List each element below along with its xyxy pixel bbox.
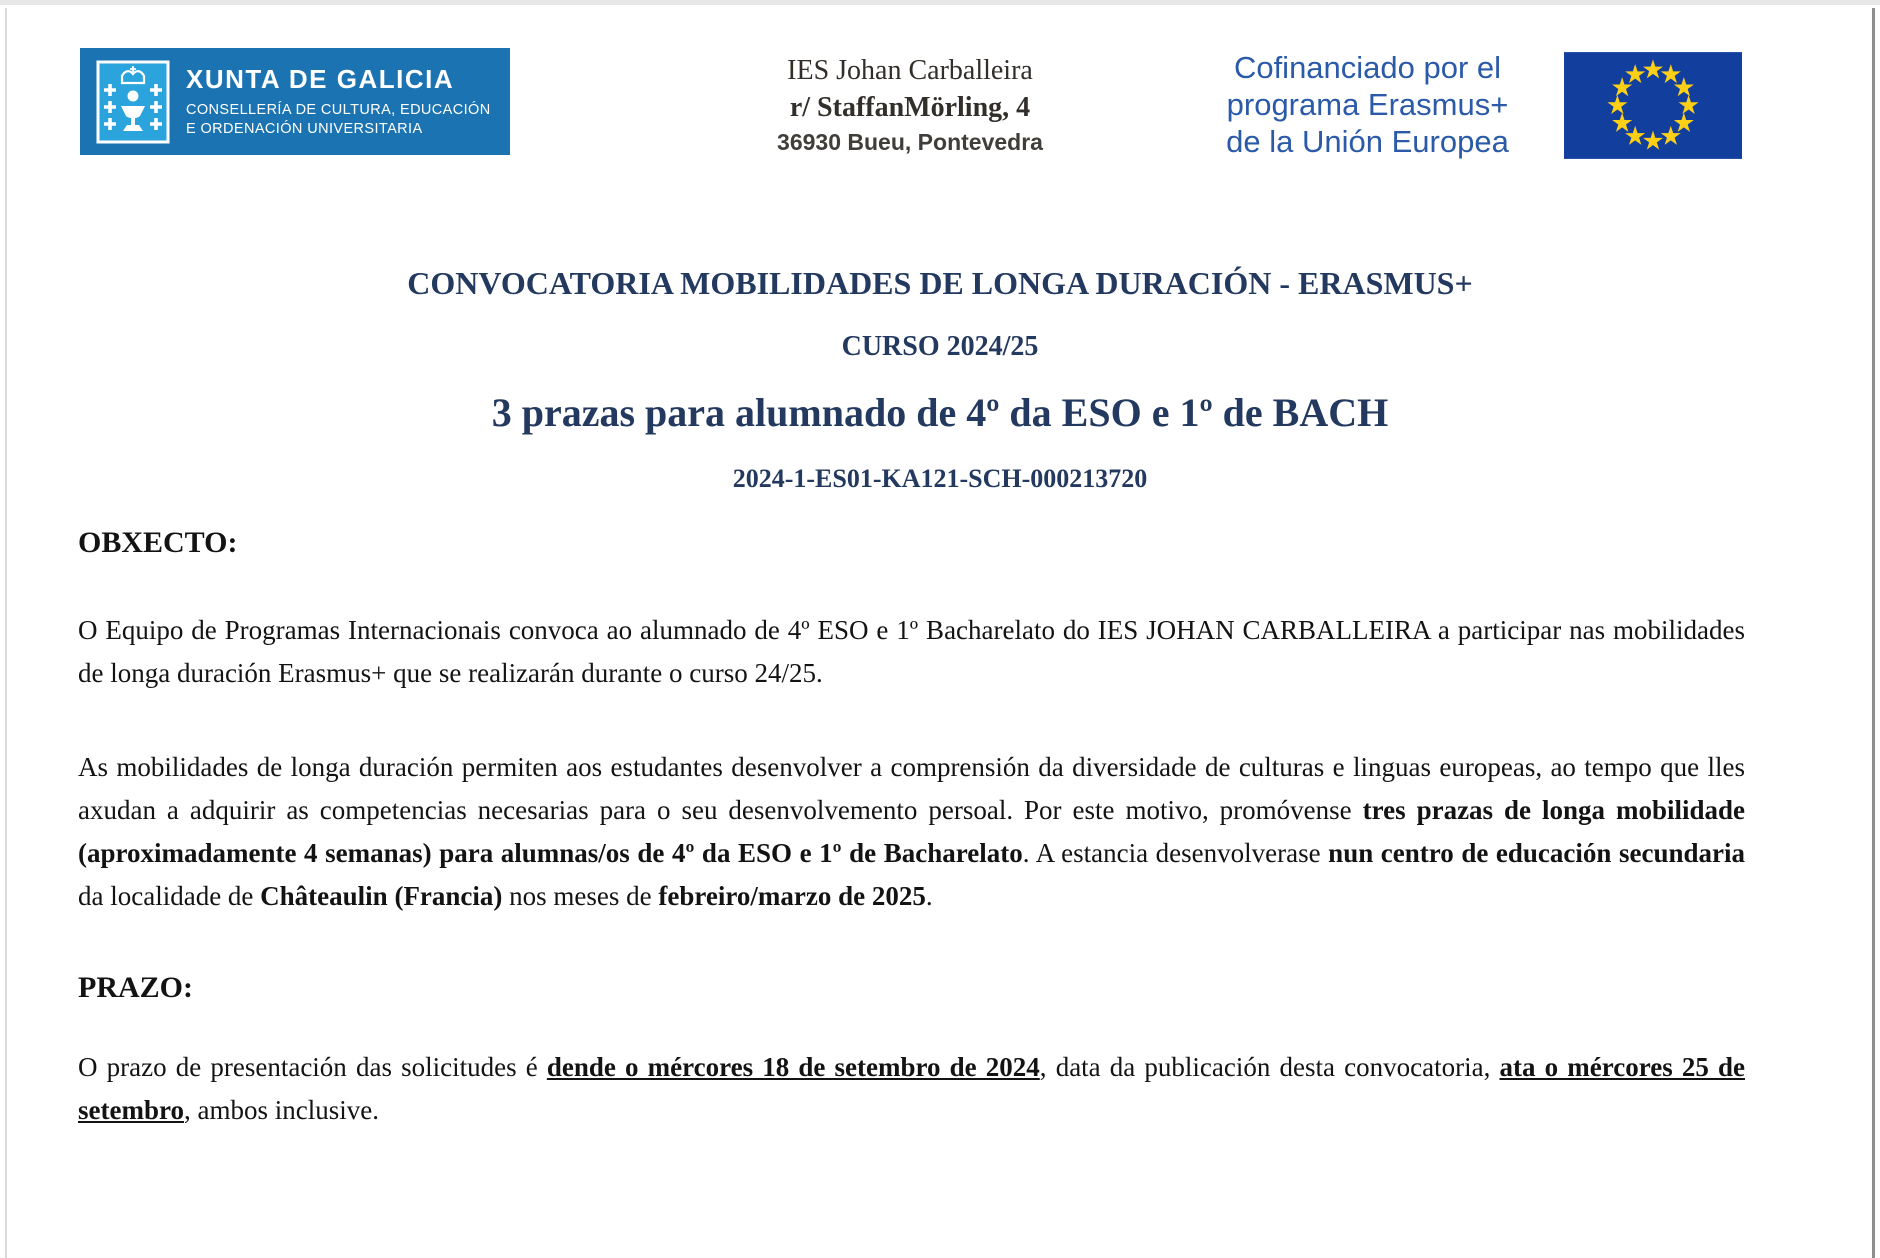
xunta-subtitle-line2: E ORDENACIÓN UNIVERSITARIA [186,121,423,137]
eu-cofunded-text [1175,49,1560,160]
xunta-de-galicia-logo [80,48,510,155]
xunta-subtitle-line1: CONSELLERÍA DE CULTURA, EDUCACIÓN [186,102,491,118]
section-heading-prazo: PRAZO: [78,971,193,1004]
eu-flag-icon [1564,52,1742,159]
paragraph-obxecto-1 [78,609,1745,695]
places-subtitle: 3 prazas para alumnado de 4º da ESO e 1º de BACH [491,390,1389,435]
xunta-title: XUNTA DE GALICIA [186,64,455,94]
text-run: , ambos inclusive. [183,1095,379,1125]
page-top-edge [0,0,1880,5]
paragraph-prazo [78,1046,1745,1132]
document-title: CONVOCATORIA MOBILIDADES DE LONGA DURACIÓN - ERASMUS+ [407,265,1473,301]
text-run: nun centro de educación secundaria [1328,838,1745,868]
text-run: O Equipo de Programas Internacionais convoca ao alumnado de 4º ESO e 1º Bacharelato do IES JOHAN CARBALLEIRA a participar nas mobilidades de longa duración Erasmus+ que se realizarán durante o curso 24/25. [78,615,1745,688]
section-heading-obxecto: OBXECTO: [78,526,238,559]
text-run: dende o mércores 18 de setembro de 2024 [546,1052,1040,1082]
text-run: ata o mércores 25 de setembro [78,1052,1745,1125]
page-right-edge [1872,8,1875,1258]
text-run: febreiro/marzo de 2025 [658,881,926,911]
text-run: Châteaulin (Francia) [260,881,503,911]
page-left-edge [5,8,7,1258]
project-code: 2024-1-ES01-KA121-SCH-000213720 [732,464,1148,493]
text-run: O prazo de presentación das solicitudes é [78,1052,547,1082]
document-body [78,524,1745,1132]
text-run: . A estancia desenvolverase [1022,838,1329,868]
galicia-coat-of-arms-icon [95,60,171,144]
text-run: . [925,881,933,911]
school-name: IES Johan Carballeira [787,55,1033,86]
course-subtitle: CURSO 2024/25 [841,331,1039,362]
eu-text-line3: de la Unión Europea [1226,124,1509,159]
paragraph-obxecto-2 [78,746,1745,918]
text-run: da localidade de [78,881,261,911]
title-block [0,267,1880,492]
text-run: As mobilidades de longa duración permiten aos estudantes desenvolver a comprensión da diversidade de culturas e linguas europeas, ao tempo que lles axudan a adquirir as competencias necesarias para o seu desenvolvemento persoal. Por este motivo, promóvense [78,752,1745,825]
school-address-block [690,52,1130,158]
xunta-logo-text [186,64,491,139]
eu-text-line1: Cofinanciado por el [1233,50,1502,85]
text-run: nos meses de [502,881,659,911]
text-run: , data da publicación desta convocatoria, [1039,1052,1500,1082]
eu-text-line2: programa Erasmus+ [1226,87,1509,122]
text-run: tres prazas de longa mobilidade (aproximadamente 4 semanas) para alumnas/os de 4º da ESO e 1º de Bacharelato [78,795,1746,868]
school-city: 36930 Bueu, Pontevedra [777,129,1043,155]
school-street: r/ StaffanMörling, 4 [789,92,1031,123]
